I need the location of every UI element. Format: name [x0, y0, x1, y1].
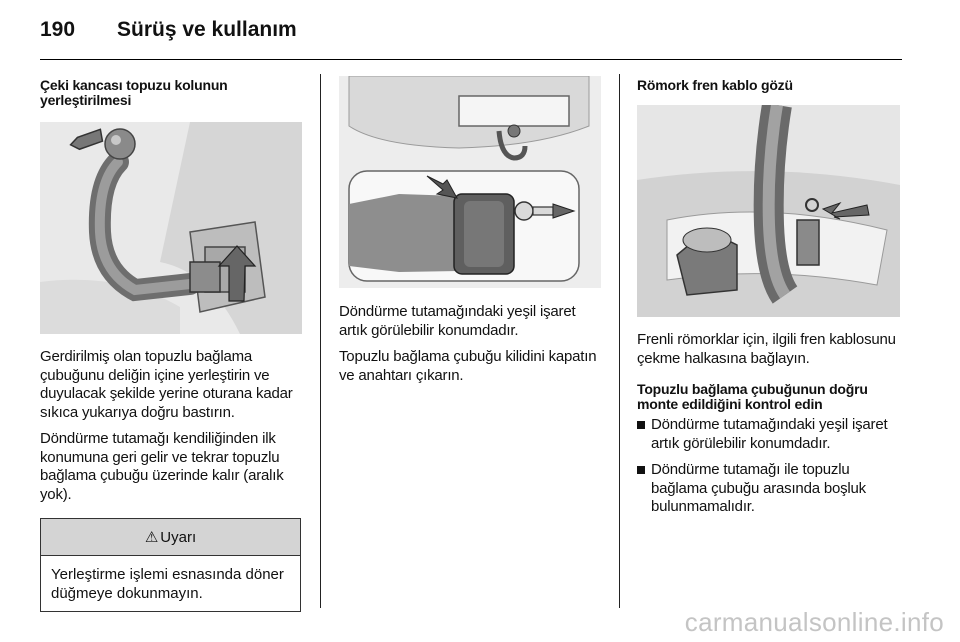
warning-box [40, 518, 301, 612]
warning-header [41, 519, 300, 556]
column-divider-1 [320, 74, 321, 608]
warning-title: Uyarı [160, 528, 197, 546]
paragraph-2: Döndürme tutamağı kendiliğinden ilk konumuna geri gelir ve tekrar topuzlu bağlama çubuğu üzerinde kalır (aralık yok). [40, 430, 284, 503]
paragraph-5: Frenli römorklar için, ilgili fren kablosunu çekme halkasına bağlayın. [637, 331, 896, 367]
watermark: carmanualsonline.info [684, 607, 944, 637]
list-item-text: Döndürme tutamağı ile topuzlu bağlama çubuğu arasında boşluk bulunmamalıdır. [651, 461, 866, 515]
section-heading-brake-cable: Römork fren kablo gözü [637, 77, 793, 93]
list-item [637, 461, 902, 517]
figure-insert-tow-bar [40, 122, 302, 334]
page-header [40, 18, 902, 58]
figure-brake-cable-eye [637, 105, 900, 317]
section-heading-insert: Çeki kancası topuzu kolunun yerleştirilmesi [40, 77, 228, 108]
column-2 [339, 76, 607, 393]
warning-text: Yerleştirme işlemi esnasında döner düğmeye dokunmayın. [51, 566, 284, 602]
column-divider-2 [619, 74, 620, 608]
paragraph-4: Topuzlu bağlama çubuğu kilidini kapatın ve anahtarı çıkarın. [339, 348, 597, 384]
page-number: 190 [40, 18, 76, 41]
check-list [637, 416, 902, 517]
paragraph-1: Gerdirilmiş olan topuzlu bağlama çubuğunu deliğin içine yerleştirin ve duyulacak şekilde yerine oturana kadar sıkıca yukarıya doğru bastırın. [40, 348, 293, 421]
figure-locked-tow-bar [339, 76, 601, 288]
section-heading-check: Topuzlu bağlama çubuğunun doğru monte edildiğini kontrol edin [637, 381, 868, 412]
list-item [637, 416, 902, 453]
bullet-square-icon [637, 466, 645, 474]
warning-triangle-icon: ⚠ [144, 529, 159, 546]
column-1 [40, 78, 305, 612]
paragraph-3: Döndürme tutamağındaki yeşil işaret artık görülebilir konumdadır. [339, 303, 576, 339]
bullet-square-icon [637, 421, 645, 429]
section-title: Sürüş ve kullanım [117, 18, 297, 41]
column-3 [637, 78, 902, 525]
list-item-text: Döndürme tutamağındaki yeşil işaret artık görülebilir konumdadır. [651, 416, 888, 452]
header-rule [40, 59, 902, 60]
